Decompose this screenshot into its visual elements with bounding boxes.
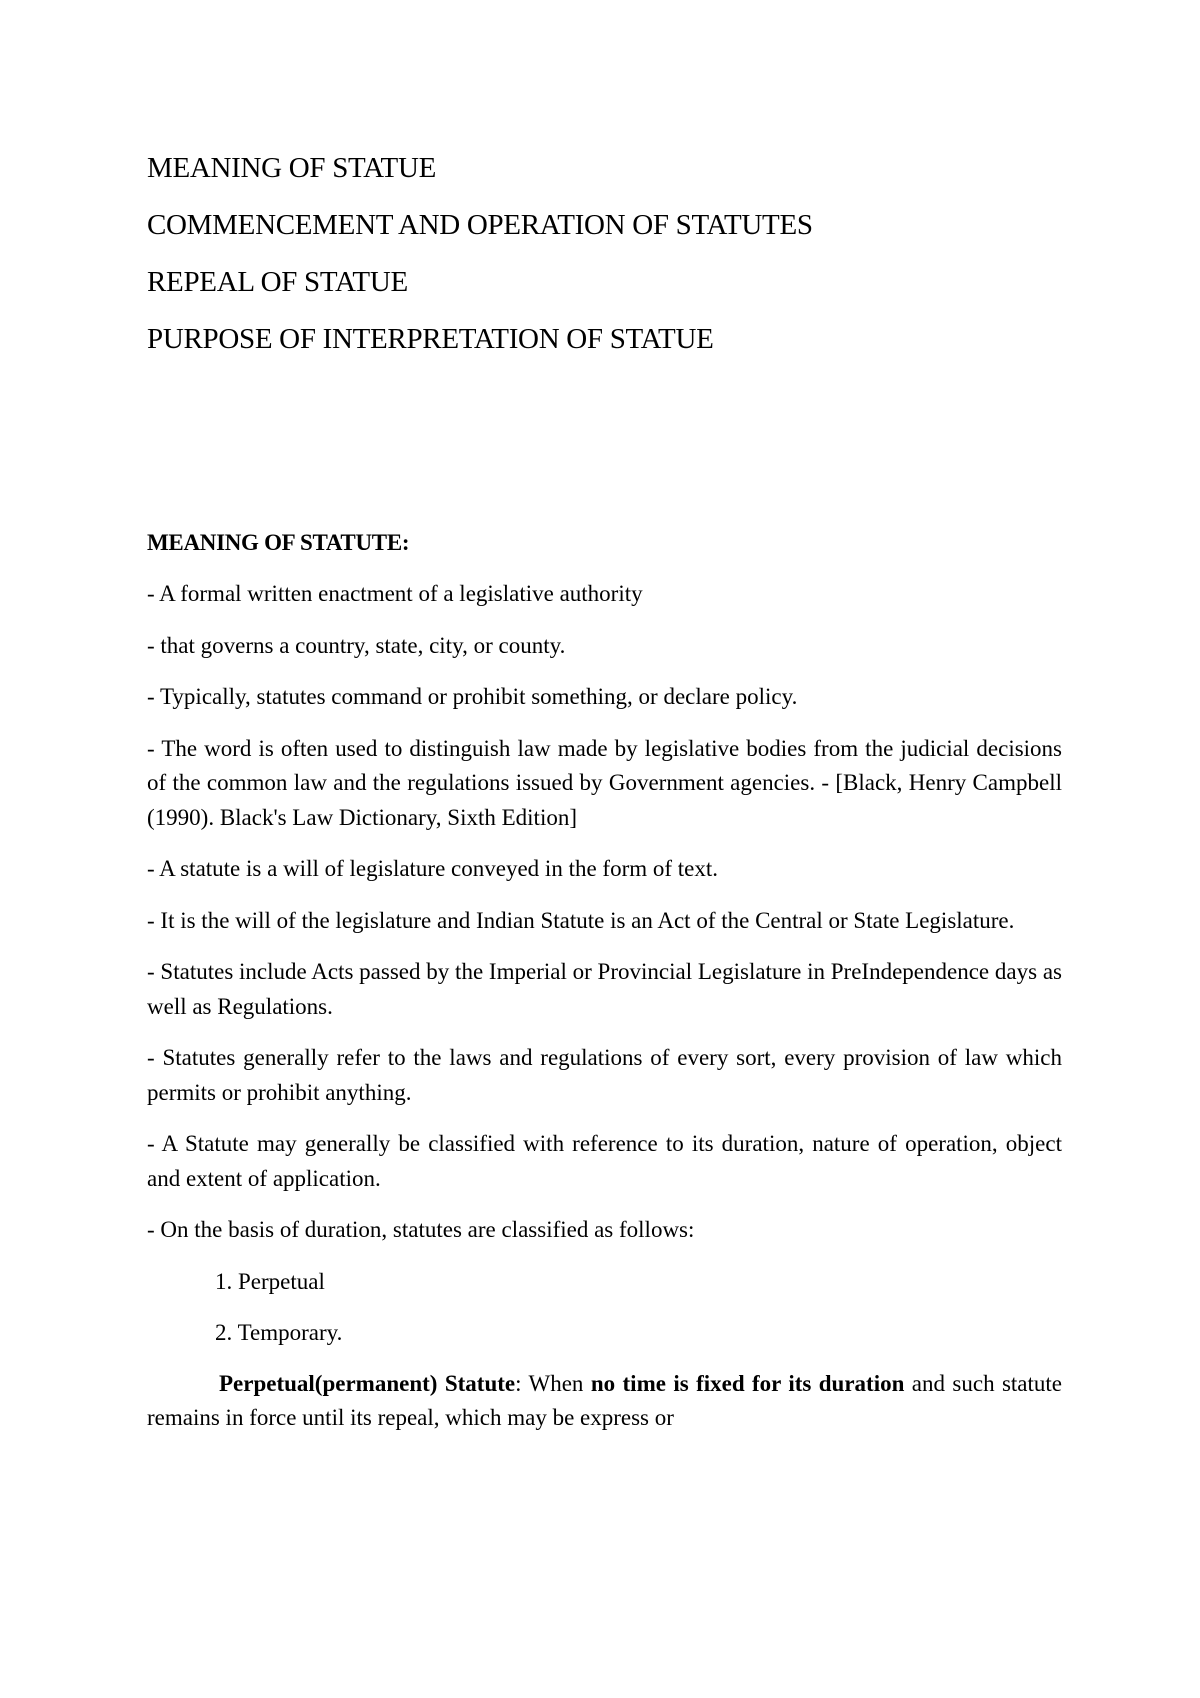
perpetual-statute-definition (147, 1367, 1062, 1436)
paragraph: - A formal written enactment of a legislative authority (147, 581, 643, 606)
paragraph: - It is the will of the legislature and Indian Statute is an Act of the Central or State Legislature. (147, 907, 1015, 933)
definition-connector: : When (515, 1370, 591, 1396)
table-of-contents (147, 140, 1067, 368)
list-item-temporary: 2. Temporary. (215, 1319, 343, 1345)
toc-item-commencement: COMMENCEMENT AND OPERATION OF STATUTES (147, 209, 813, 241)
paragraph: - A Statute may generally be classified with reference to its duration, nature of operation, object and extent of application. (147, 1131, 1062, 1191)
definition-term: Perpetual(permanent) Statute (219, 1370, 516, 1396)
paragraph: - Typically, statutes command or prohibit something, or declare policy. (147, 684, 798, 709)
definition-rest: and such statute remains in force until its repeal, which may be express or (147, 1370, 1063, 1430)
definition-emphasis: no time is fixed for its duration (590, 1370, 905, 1396)
list-item-perpetual: 1. Perpetual (215, 1268, 325, 1294)
toc-item-meaning: MEANING OF STATUE (147, 152, 437, 184)
paragraph: - that governs a country, state, city, or county. (147, 632, 566, 658)
paragraph: - Statutes include Acts passed by the Imperial or Provincial Legislature in PreIndependence days as well as Regulations. (147, 959, 1062, 1019)
paragraph: - The word is often used to distinguish law made by legislative bodies from the judicial decisions of the common law and the regulations issued by Government agencies. - [Black, Henry Campbell (1990). Black's Law Dictionary, Sixth Edition] (147, 735, 1062, 830)
paragraph: - A statute is a will of legislature conveyed in the form of text. (147, 856, 719, 881)
section-meaning-of-statute (147, 526, 1062, 1436)
paragraph: - On the basis of duration, statutes are classified as follows: (147, 1217, 695, 1242)
toc-item-repeal: REPEAL OF STATUE (147, 266, 408, 298)
toc-item-purpose: PURPOSE OF INTERPRETATION OF STATUE (147, 323, 714, 355)
paragraph: - Statutes generally refer to the laws and regulations of every sort, every provision of law which permits or prohibit anything. (147, 1045, 1062, 1105)
section-heading: MEANING OF STATUTE: (147, 530, 410, 555)
